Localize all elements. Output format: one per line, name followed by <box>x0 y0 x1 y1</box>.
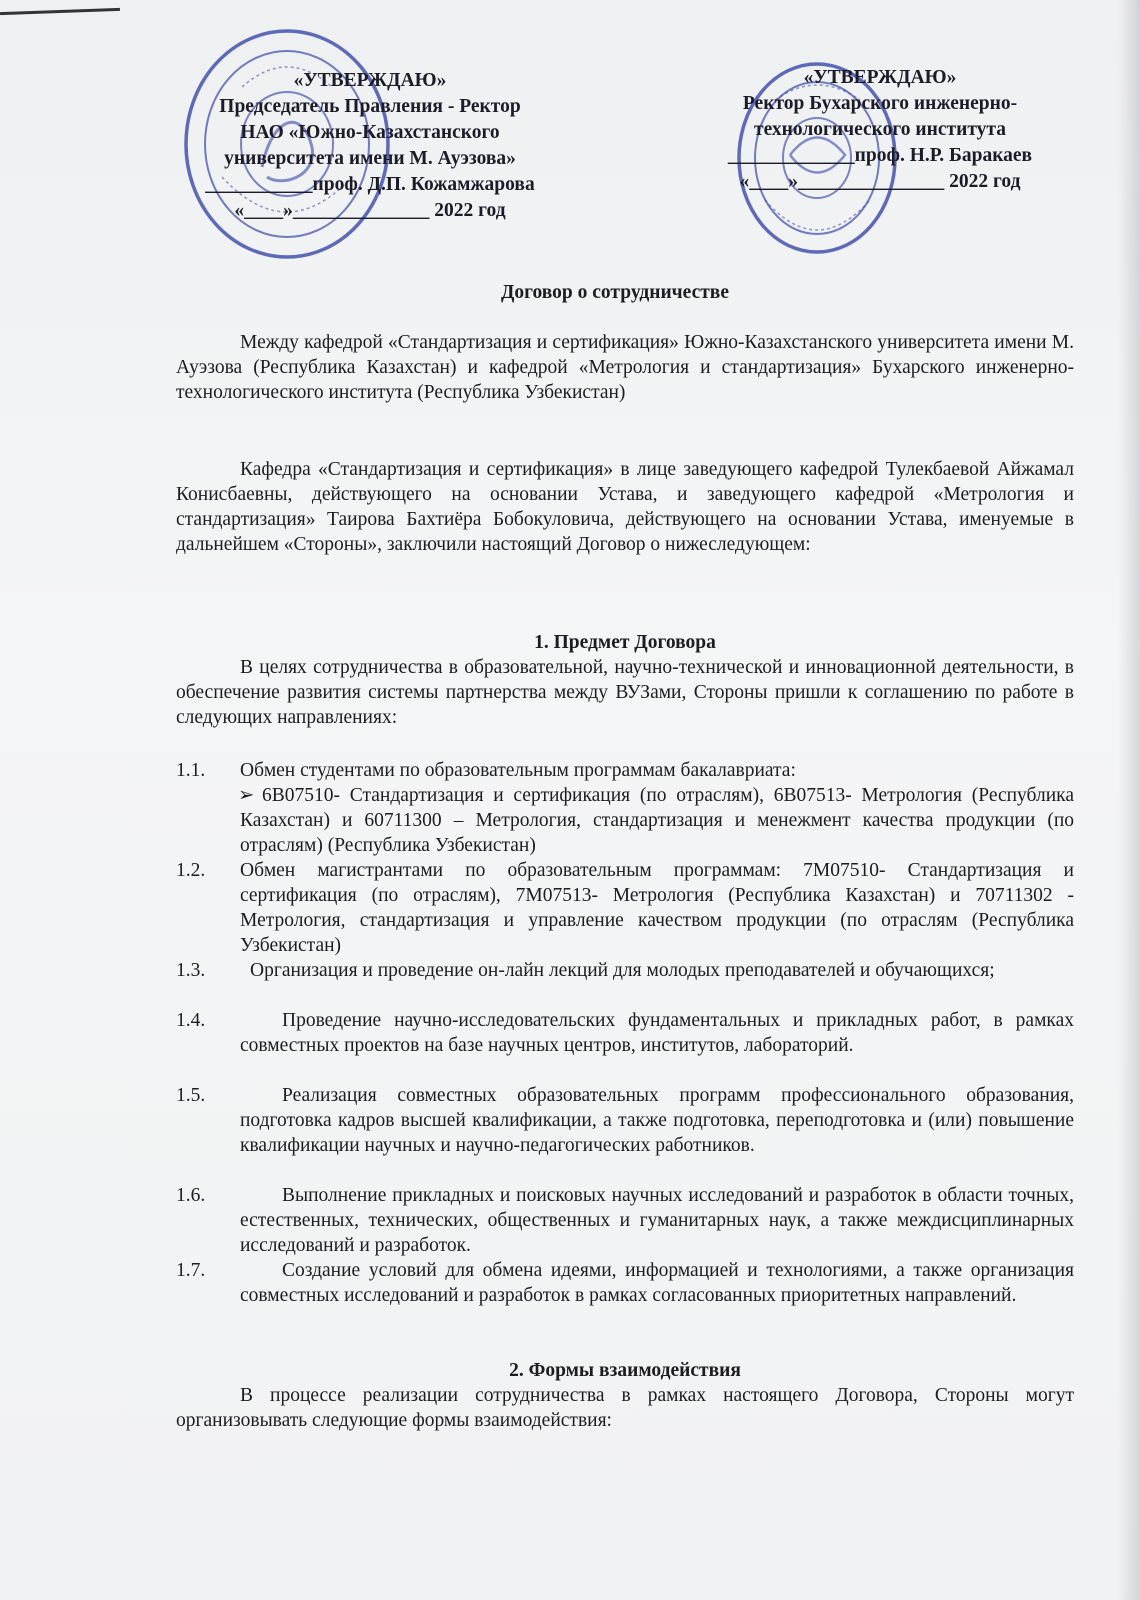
approval-organization: НАО «Южно-Казахстанского <box>240 122 500 143</box>
item-number: 1.2. <box>176 860 206 881</box>
approval-date: «____»______________ 2022 год <box>234 200 506 221</box>
approval-date: «____»_______________ 2022 год <box>739 171 1021 192</box>
item-text <box>240 783 1074 858</box>
approval-position: Председатель Правления - Ректор <box>219 96 521 117</box>
list-item <box>176 1183 1074 1258</box>
parties-paragraph: Кафедра «Стандартизация и сертификация» в лице заведующего кафедрой Тулекбаевой Айжамал Конисбаевны, действующего на основании Устава, и заведующего кафедрой «Метрология и стандартизация» Таирова Бахтиёра Бобокуловича, действующего на основании Устава, именуемые в дальнейшем «Стороны», заключили настоящий Договор о нижеследующем: <box>176 459 1074 555</box>
item-text: Выполнение прикладных и поисковых научных исследований и разработок в области точных, естественных, технических, общественных и гуманитарных наук, а также междисциплинарных исследований и разработок. <box>240 1185 1074 1256</box>
pen-mark <box>0 8 120 15</box>
item-text-content: 6В07510- Стандартизация и сертификация (по отраслям), 6В07513- Метрология (Республика Казахстан) и 60711300 – Метрология, стандартизация и менежмент качества продукции (по отраслям) (Республика Узбекистан) <box>240 785 1074 856</box>
approval-block-right <box>715 65 1045 195</box>
section-1-heading: 1. Предмет Договора <box>534 632 716 653</box>
list-item <box>176 1083 1074 1158</box>
list-bullet-item <box>240 783 1074 858</box>
approval-signatory: _____________проф. Н.Р. Баракаев <box>727 145 1033 166</box>
item-number: 1.6. <box>176 1185 206 1206</box>
list-item <box>176 958 1074 983</box>
item-text: Проведение научно-исследовательских фундаментальных и прикладных работ, в рамках совместных проектов на базе научных центров, институтов, лабораторий. <box>240 1010 1074 1056</box>
approval-heading: «УТВЕРЖДАЮ» <box>803 67 957 88</box>
item-text: Создание условий для обмена идеями, информацией и технологиями, а также организация совместных исследований и разработок в рамках согласованных приоритетных направлений. <box>240 1260 1074 1306</box>
item-text: Обмен студентами по образовательным программам бакалавриата: <box>240 760 796 781</box>
page-edge-shadow <box>1118 0 1140 1600</box>
item-number: 1.4. <box>176 1010 206 1031</box>
document-title: Договор о сотрудничестве <box>500 282 729 303</box>
approval-organization-cont: университета имени М. Ауэзова» <box>224 148 516 169</box>
approval-signatory: ___________проф. Д.П. Кожамжарова <box>205 174 535 195</box>
section-2-heading: 2. Формы взаимодействия <box>509 1360 741 1381</box>
list-item <box>176 858 1074 958</box>
approval-organization: технологического института <box>754 119 1006 140</box>
section-1-intro: В целях сотрудничества в образовательной, научно-технической и инновационной деятельности, в обеспечение развития системы партнерства между ВУЗами, Стороны пришли к соглашению по работе в следующих направлениях: <box>176 657 1074 728</box>
item-number: 1.5. <box>176 1085 206 1106</box>
item-number: 1.7. <box>176 1260 206 1281</box>
list-item <box>176 1008 1074 1058</box>
item-text: Реализация совместных образовательных программ профессионального образования, подготовка кадров высшей квалификации, а также подготовка, переподготовка и (или) повышение квалификации научных и научно-педагогических работников. <box>240 1085 1074 1156</box>
item-number: 1.3. <box>176 960 206 981</box>
approval-heading: «УТВЕРЖДАЮ» <box>293 70 447 91</box>
approval-block-left <box>190 68 550 224</box>
section-2-intro: В процессе реализации сотрудничества в рамках настоящего Договора, Стороны могут организовывать следующие формы взаимодействия: <box>176 1385 1074 1431</box>
item-text: Организация и проведение он-лайн лекций для молодых преподавателей и обучающихся; <box>250 960 995 981</box>
item-number: 1.1. <box>176 760 206 781</box>
list-item <box>176 758 1074 783</box>
approval-position: Ректор Бухарского инженерно- <box>742 93 1018 114</box>
arrow-bullet-icon: ➢ <box>238 785 255 806</box>
intro-paragraph: Между кафедрой «Стандартизация и сертификация» Южно-Казахстанского университета имени М. Ауэзова (Республика Казахстан) и кафедрой «Метрология и стандартизация» Бухарского инженерно-технологического института (Республика Узбекистан) <box>176 332 1074 403</box>
list-item <box>176 1258 1074 1308</box>
item-text: Обмен магистрантами по образовательным программам: 7М07510- Стандартизация и сертификация (по отраслям), 7М07513- Метрология (Республика Казахстан) и 70711302 - Метрология, стандартизация и управление качеством продукции (по отраслям (Республика Узбекистан) <box>240 860 1074 956</box>
